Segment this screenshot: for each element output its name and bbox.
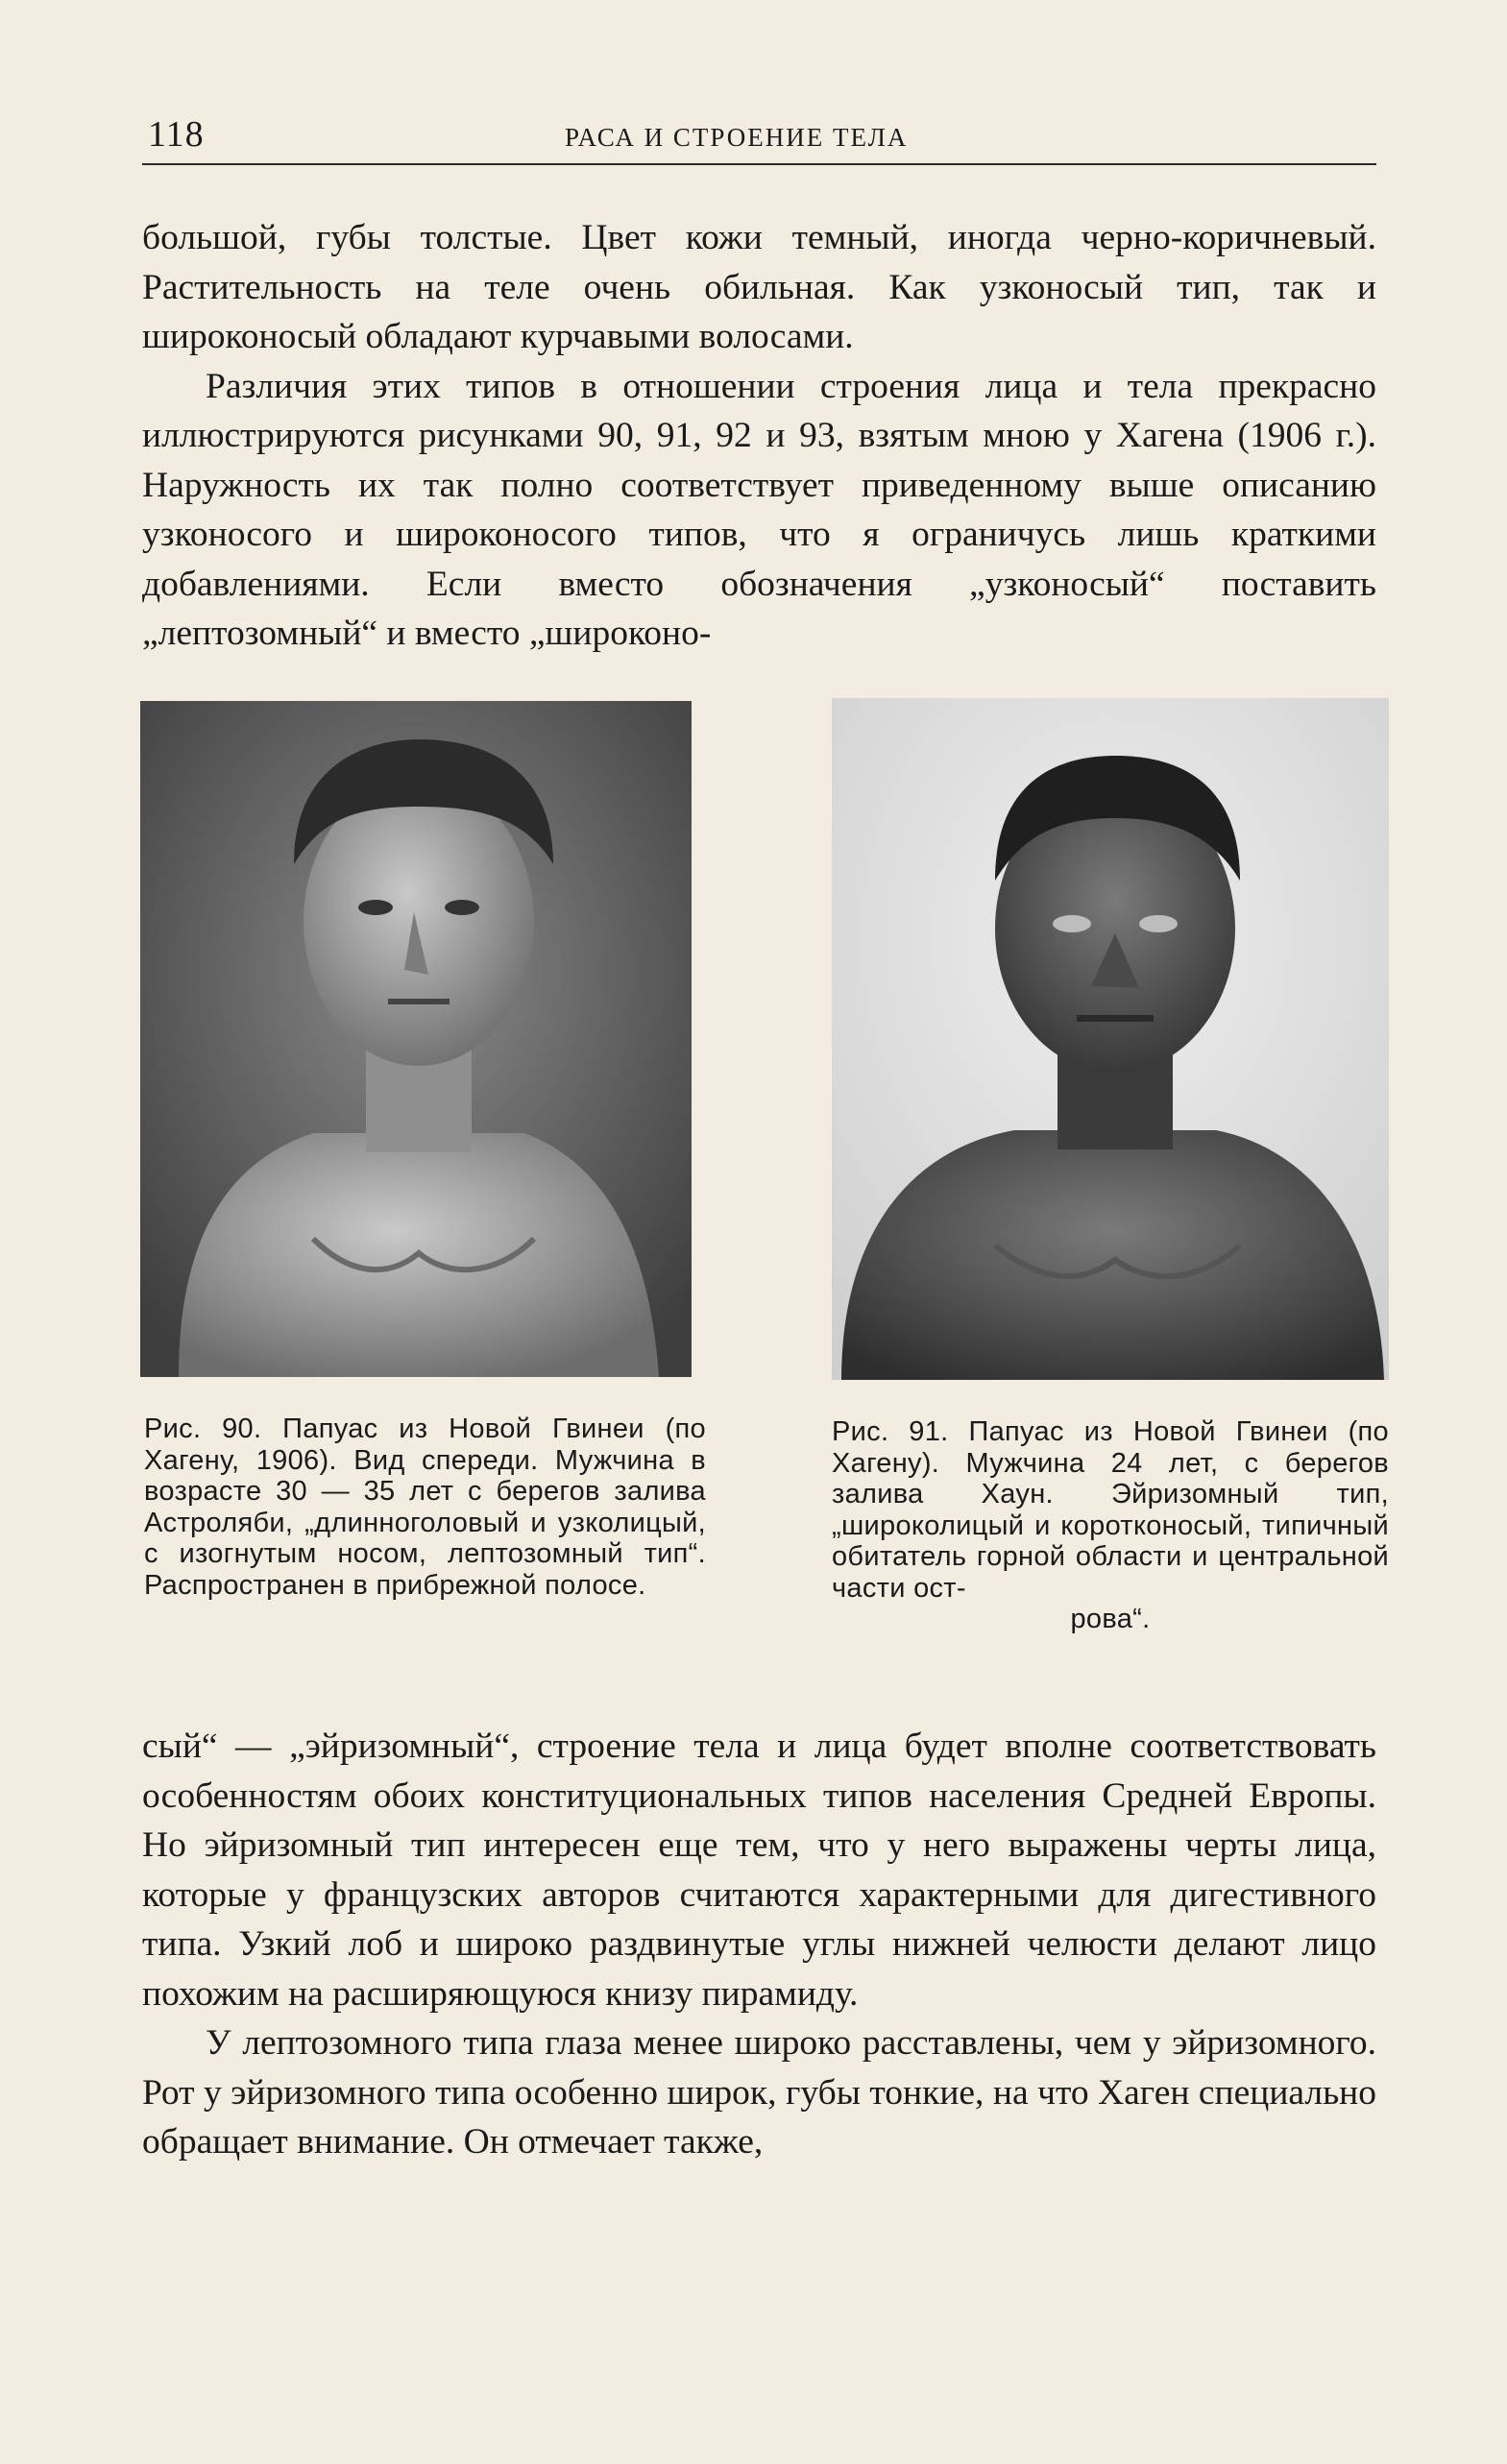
page-header [142,104,1376,165]
paragraph: Различия этих типов в отношении строения лица и тела прекрасно иллюстрируются рисунками 90, 91, 92 и 93, взятым мною у Хагена (1906 г.). Наружность их так полно соответствует приведенному выше описанию узконосого и широконосого типов, что я ограничусь лишь краткими добавлениями. Если вместо обозначения „узконосый“ поставить „лептозомный“ и вместо „широконо- [142,366,1376,653]
figure-90 [140,701,706,1601]
running-head: РАСА И СТРОЕНИЕ ТЕЛА [565,123,909,152]
photo-papuan-front-view [140,701,692,1377]
body-text-top [142,213,1376,659]
photo-papuan-young-man [832,698,1389,1380]
caption-text: Рис. 91. Папуас из Новой Гвинеи (по Хагену). Мужчина 24 лет, с берегов залива Хаун. Эйризомный тип, „широколицый и коротконосый, типичный обитатель горной области и центральной части ост- [832,1416,1389,1604]
figure-caption: Рис. 90. Папуас из Новой Гвинеи (по Хагену, 1906). Вид спереди. Мужчина в возрасте 30 — 35 лет с берегов залива Астроляби, „длинноголовый и узколицый, с изогнутым носом, лептозомный тип“. Распространен в прибрежной полосе. [144,1413,706,1601]
paragraph: большой, губы толстые. Цвет кожи темный, иногда черно-коричневый. Растительность на теле очень обильная. Как узконосый тип, так и широконосый обладают курчавыми волосами. [142,218,1376,356]
body-text-bottom [142,1722,1376,2167]
paragraph: сый“ — „эйризомный“, строение тела и лица будет вполне соответствовать особенностям обоих конституциональных типов населения Средней Европы. Но эйризомный тип интересен еще тем, что у него выражены черты лица, которые у французских авторов считаются характерными для дигестивного типа. Узкий лоб и широко раздвинутые углы нижней челюсти делают лицо похожим на расширяющуюся книзу пирамиду. [142,1727,1376,2014]
page-number: 118 [148,114,205,155]
figure-91 [832,698,1389,1635]
caption-end: рова“. [1070,1604,1151,1634]
paragraph: У лептозомного типа глаза менее широко расставлены, чем у эйризомного. Рот у эйризомного типа особенно широк, губы тонкие, на что Хаген специально обращает внимание. Он отмечает также, [142,2023,1376,2162]
figure-caption [832,1416,1389,1635]
